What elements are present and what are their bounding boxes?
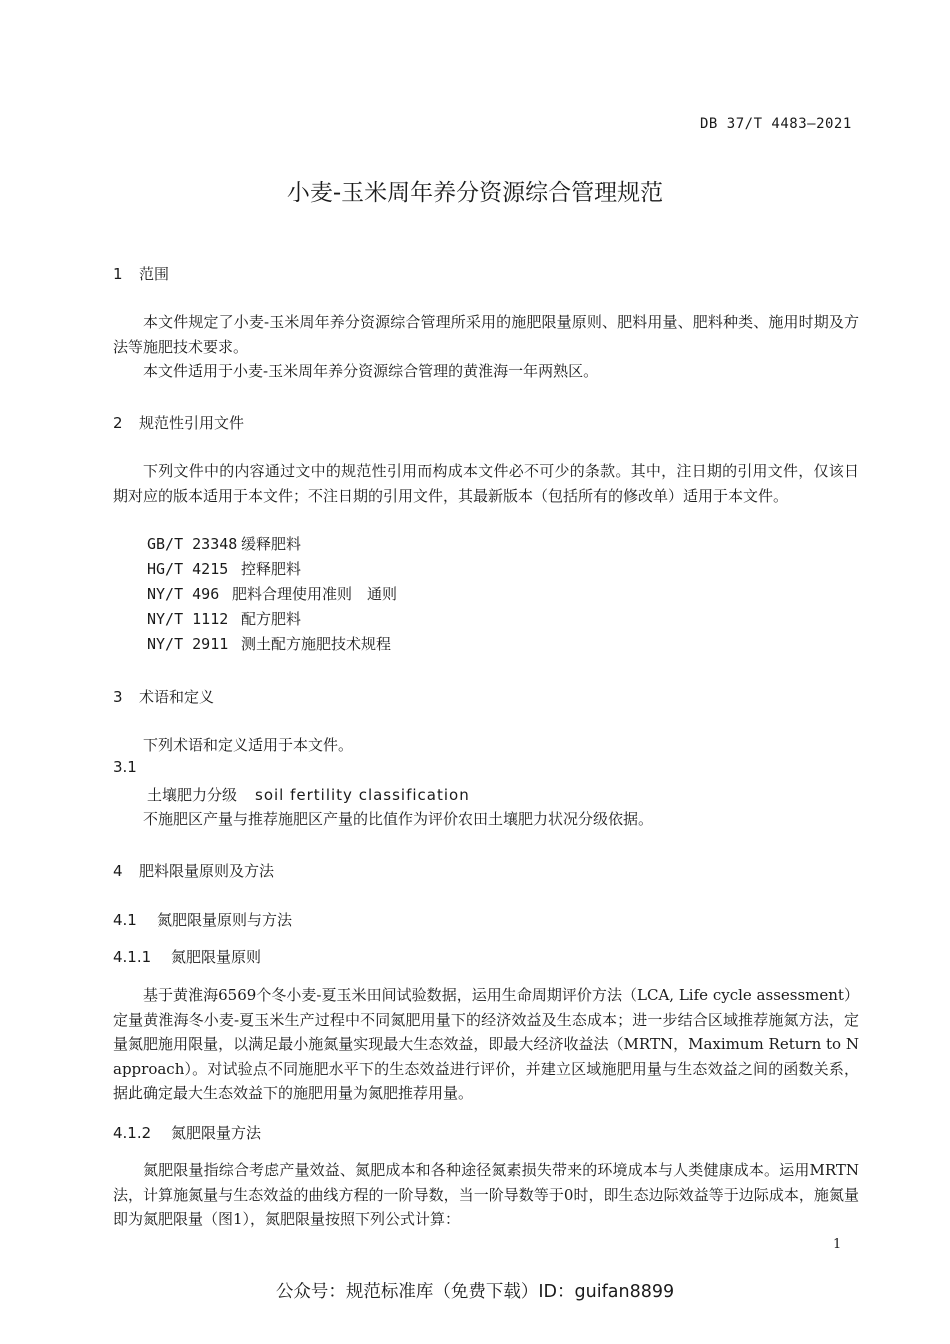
term-heading: [147, 784, 470, 805]
reference-name: 缓释肥料: [241, 535, 302, 553]
reference-item: [147, 533, 301, 554]
section-2-heading: [113, 412, 244, 433]
section-title: 规范性引用文件: [139, 414, 245, 432]
reference-name: 测土配方施肥技术规程: [241, 635, 392, 653]
section-4-1-1-paragraph: 基于黄淮海6569个冬小麦-夏玉米田间试验数据，运用生命周期评价方法（LCA, Life cycle assessment）定量黄淮海冬小麦-夏玉米生产过程中不同氮肥用量下的经济效益及生态成本；进一步结合区域推荐施氮方法，定量氮肥施用限量，以满足最小施氮量实现最大生态效益，即最大经济收益法（MRTN，Maximum Return to N approach）。对试验点不同施肥水平下的生态效益进行评价，并建立区域施肥用量与生态效益之间的函数关系，据此确定最大生态效益下的施肥用量为氮肥推荐用量。: [113, 986, 859, 1102]
section-3-paragraph-1: 下列术语和定义适用于本文件。: [143, 736, 354, 754]
reference-item: [147, 558, 301, 579]
standard-number: DB 37/T 4483—2021: [700, 116, 852, 132]
document-title: 小麦-玉米周年养分资源综合管理规范: [286, 180, 664, 206]
section-4-1-2-paragraph: 氮肥限量指综合考虑产量效益、氮肥成本和各种途径氮素损失带来的环境成本与人类健康成本。运用MRTN法，计算施氮量与生态效益的曲线方程的一阶导数，当一阶导数等于0时，即生态边际效益等于边际成本，施氮量即为氮肥限量（图1），氮肥限量按照下列公式计算：: [113, 1161, 859, 1228]
section-number: 1: [113, 265, 123, 283]
reference-code: NY/T 496: [147, 585, 220, 603]
reference-item: [147, 583, 397, 604]
reference-code: GB/T 23348: [147, 535, 238, 553]
section-number: 4.1: [113, 911, 137, 929]
page-number: 1: [833, 1237, 842, 1252]
section-number: 3: [113, 688, 123, 706]
term-number: 3.1: [113, 758, 137, 776]
section-4-1-heading: [113, 909, 292, 930]
term-english: soil fertility classification: [255, 786, 470, 804]
section-title: 范围: [139, 265, 170, 283]
term-chinese: 土壤肥力分级: [147, 786, 238, 804]
section-number: 4.1.2: [113, 1124, 152, 1142]
section-4-1-2-heading: [113, 1122, 261, 1143]
section-title: 氮肥限量原则: [171, 948, 262, 966]
reference-name: 配方肥料: [241, 610, 302, 628]
section-title: 氮肥限量原则与方法: [157, 911, 293, 929]
section-1-paragraph-2: 本文件适用于小麦-玉米周年养分资源综合管理的黄淮海一年两熟区。: [143, 362, 599, 380]
reference-code: NY/T 2911: [147, 635, 229, 653]
section-number: 2: [113, 414, 123, 432]
reference-code: HG/T 4215: [147, 560, 229, 578]
section-4-heading: [113, 860, 274, 881]
section-title: 氮肥限量方法: [171, 1124, 262, 1142]
reference-item: [147, 633, 391, 654]
footer-watermark-text: 公众号：规范标准库（免费下载）ID：guifan8899: [275, 1282, 675, 1302]
section-2-paragraph-1: 下列文件中的内容通过文中的规范性引用而构成本文件必不可少的条款。其中，注日期的引用文件，仅该日期对应的版本适用于本文件；不注日期的引用文件，其最新版本（包括所有的修改单）适用于本文件。: [113, 462, 859, 505]
term-definition: 不施肥区产量与推荐施肥区产量的比值作为评价农田土壤肥力状况分级依据。: [143, 810, 654, 828]
reference-name: 肥料合理使用准则 通则: [232, 585, 398, 603]
section-number: 4: [113, 862, 123, 880]
section-title: 肥料限量原则及方法: [139, 862, 275, 880]
section-1-heading: [113, 263, 169, 284]
reference-name: 控释肥料: [241, 560, 302, 578]
section-1-paragraph-1: 本文件规定了小麦-玉米周年养分资源综合管理所采用的施肥限量原则、肥料用量、肥料种类、施用时期及方法等施肥技术要求。: [113, 313, 859, 356]
section-number: 4.1.1: [113, 948, 152, 966]
section-title: 术语和定义: [139, 688, 215, 706]
section-3-heading: [113, 686, 214, 707]
reference-code: NY/T 1112: [147, 610, 229, 628]
section-4-1-1-heading: [113, 946, 261, 967]
reference-item: [147, 608, 301, 629]
